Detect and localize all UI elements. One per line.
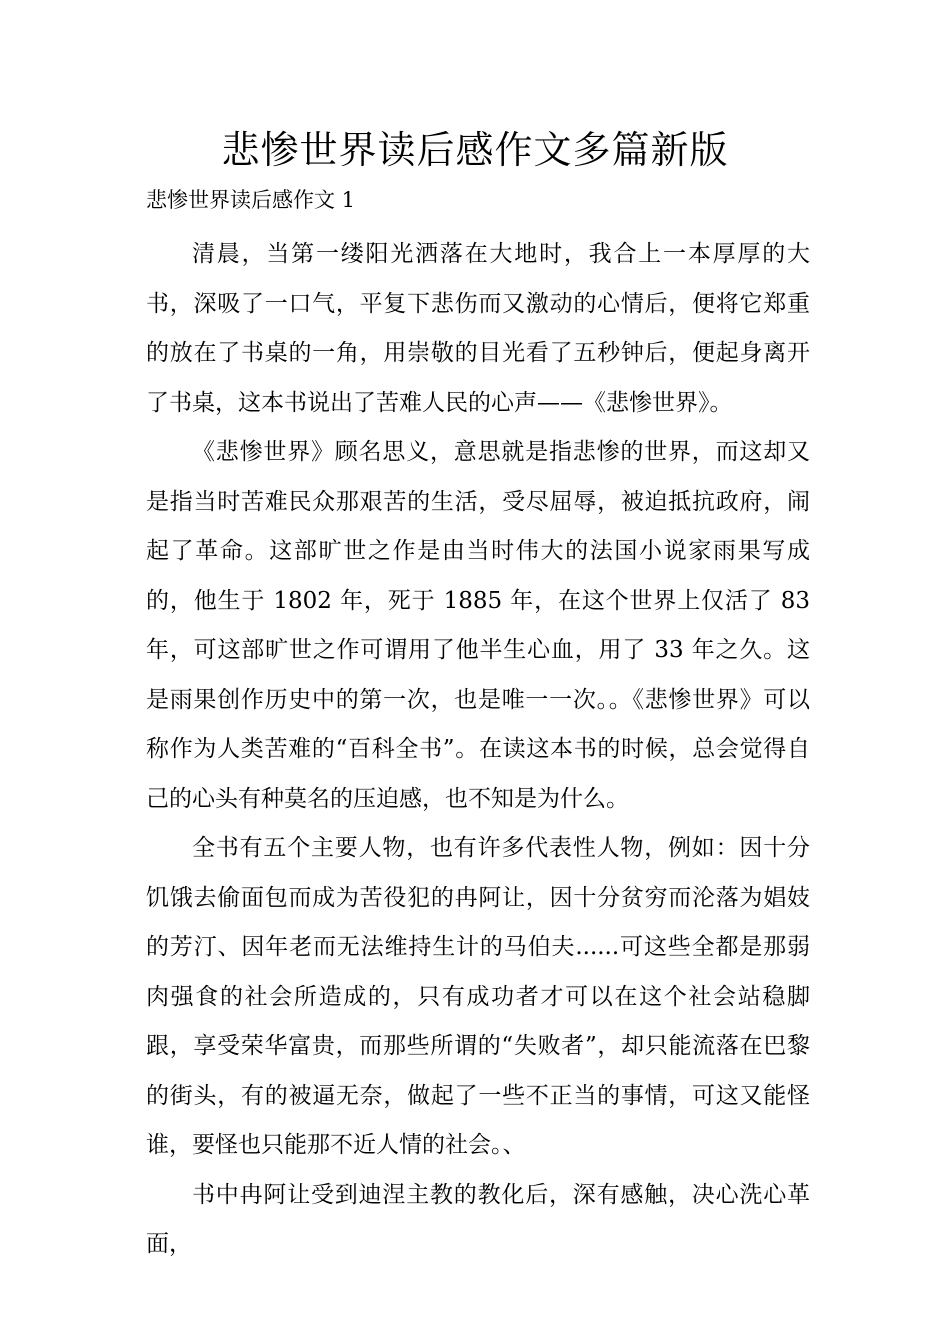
paragraph-1: 清晨，当第一缕阳光洒落在大地时，我合上一本厚厚的大书，深吸了一口气，平复下悲伤而又激动的心情后，便将它郑重的放在了书桌的一角，用崇敬的目光看了五秒钟后，便起身离开了书桌，这本书说出了苦难人民的心声——《悲惨世界》。: [146, 241, 810, 416]
document-title: 悲惨世界读后感作文多篇新版: [221, 128, 729, 172]
document-subtitle: 悲惨世界读后感作文 1: [146, 188, 356, 212]
document-body: [146, 230, 810, 1270]
paragraph-3: 全书有五个主要人物，也有许多代表性人物，例如：因十分饥饿去偷面包而成为苦役犯的冉阿让，因十分贫穷而沦落为娼妓的芳汀、因年老而无法维持生计的马伯夫......可这些全都是那弱肉强食的社会所造成的，只有成功者才可以在这个社会站稳脚跟，享受荣华富贵，而那些所谓的“失败者”，却只能流落在巴黎的街头，有的被逼无奈，做起了一些不正当的事情，可这又能怪谁，要怪也只能那不近人情的社会。、: [146, 835, 810, 1158]
paragraph-2: 《悲惨世界》顾名思义，意思就是指悲惨的世界，而这却又是指当时苦难民众那艰苦的生活，受尽屈辱，被迫抵抗政府，闹起了革命。这部旷世之作是由当时伟大的法国小说家雨果写成的，他生于 1802 年，死于 1885 年，在这个世界上仅活了 83 年，可这部旷世之作可谓用了他半生心血，用了 33 年之久。这是雨果创作历史中的第一次，也是唯一一次。。《悲惨世界》可以称作为人类苦难的“百科全书”。在读这本书的时候，总会觉得自己的心头有种莫名的压迫感，也不知是为什么。: [146, 439, 810, 812]
paragraph-4: 书中冉阿让受到迪涅主教的教化后，深有感触，决心洗心革面，: [146, 1181, 810, 1257]
